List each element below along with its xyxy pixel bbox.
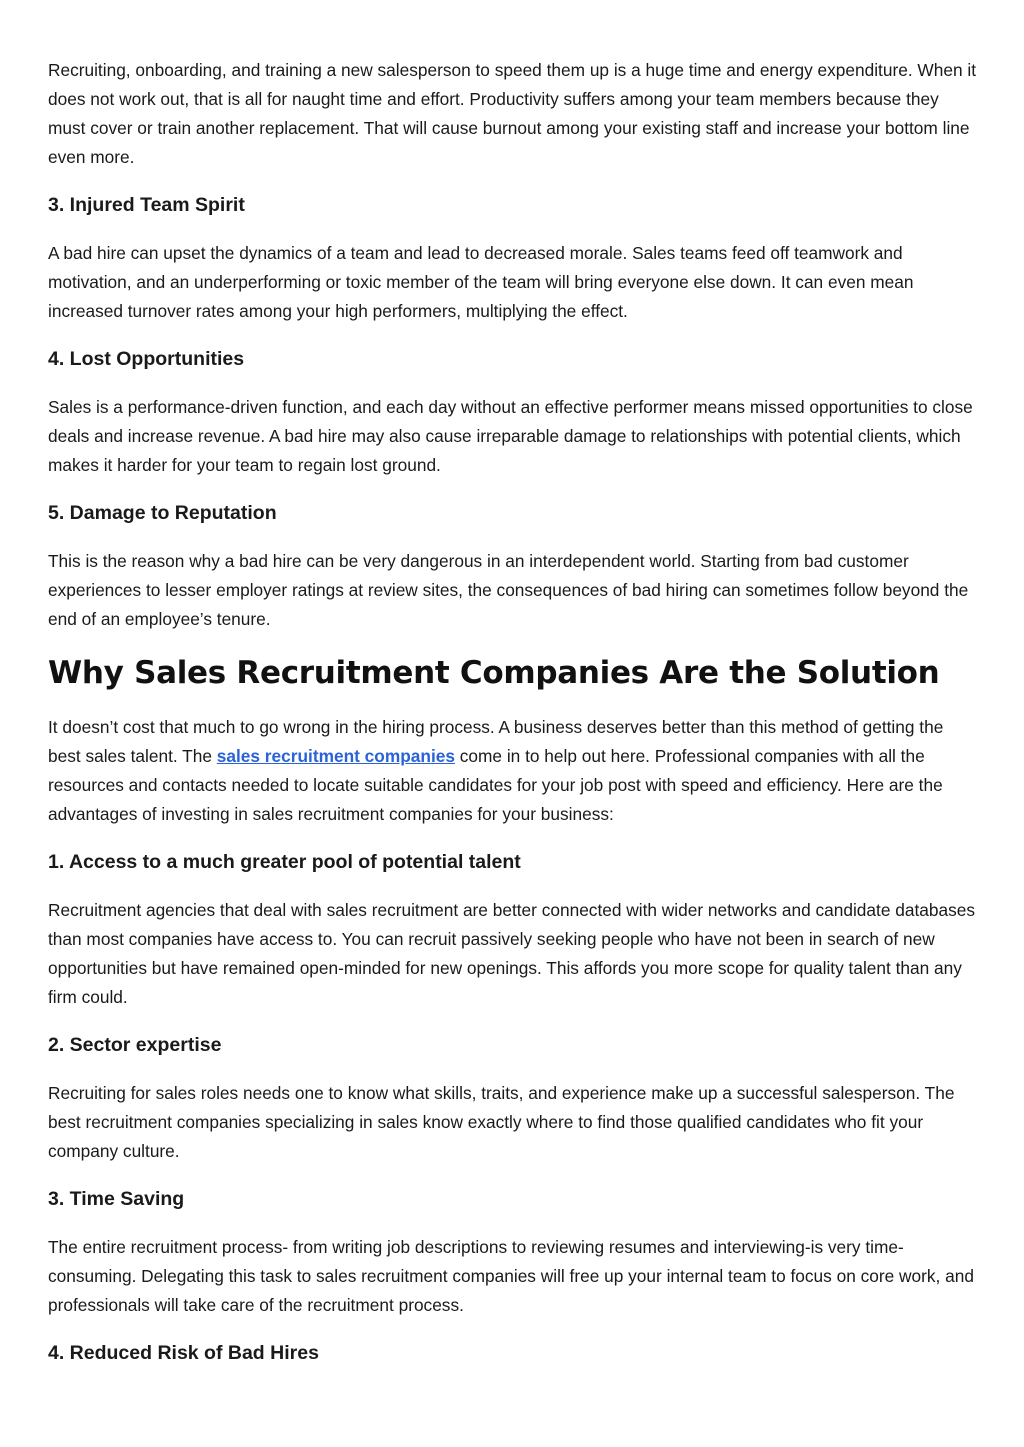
section-heading-reputation: 5. Damage to Reputation: [48, 502, 277, 524]
advantage-heading-sector-expertise: 2. Sector expertise: [48, 1034, 222, 1056]
section-body-lost-opportunities: Sales is a performance-driven function, and each day without an effective performer means missed opportunities to close deals and increase revenue. A bad hire may also cause irreparable damage to relationships with potential clients, which makes it harder for your team to regain lost ground.: [48, 397, 973, 475]
advantage-body-time-saving: The entire recruitment process- from writing job descriptions to reviewing resumes and interviewing-is very time-consuming. Delegating this task to sales recruitment companies will free up your internal team to focus on core work, and professionals will take care of the recruitment process.: [48, 1237, 974, 1315]
solution-title: Why Sales Recruitment Companies Are the Solution: [48, 655, 940, 691]
advantage-body-talent-pool: Recruitment agencies that deal with sales recruitment are better connected with wider networks and candidate databases than most companies have access to. You can recruit passively seeking people who have not been in search of new opportunities but have remained open-minded for new openings. This affords you more scope for quality talent than any firm could.: [48, 900, 975, 1007]
section-body-reputation: This is the reason why a bad hire can be very dangerous in an interdependent world. Starting from bad customer experiences to lesser employer ratings at review sites, the consequences of bad hiring can sometimes follow beyond the end of an employee’s tenure.: [48, 551, 969, 629]
advantage-heading-reduced-risk: 4. Reduced Risk of Bad Hires: [48, 1342, 319, 1364]
solution-intro-after-link: come in to help out here. Professional companies with all the resources and contacts needed to locate suitable candidates for your job post with speed and efficiency. Here are the advantages of investing in sales recruitment companies for your business:: [48, 746, 943, 824]
intro-paragraph: Recruiting, onboarding, and training a new salesperson to speed them up is a huge time and energy expenditure. When it does not work out, that is all for naught time and effort. Productivity suffers among your team members because they must cover or train another replacement. That will cause burnout among your existing staff and increase your bottom line even more.: [48, 60, 977, 167]
section-heading-lost-opportunities: 4. Lost Opportunities: [48, 348, 245, 370]
article-page: [48, 56, 978, 1387]
sales-recruitment-companies-link[interactable]: sales recruitment companies: [216, 746, 455, 766]
section-heading-team-spirit: 3. Injured Team Spirit: [48, 194, 245, 216]
advantage-heading-talent-pool: 1. Access to a much greater pool of potential talent: [48, 851, 521, 873]
solution-intro-paragraph: [48, 713, 978, 829]
advantage-body-sector-expertise: Recruiting for sales roles needs one to know what skills, traits, and experience make up a successful salesperson. The best recruitment companies specializing in sales know exactly where to find those qualified candidates who fit your company culture.: [48, 1083, 955, 1161]
section-body-team-spirit: A bad hire can upset the dynamics of a team and lead to decreased morale. Sales teams feed off teamwork and motivation, and an underperforming or toxic member of the team will bring everyone else down. It can even mean increased turnover rates among your high performers, multiplying the effect.: [48, 243, 914, 321]
advantage-heading-time-saving: 3. Time Saving: [48, 1188, 185, 1210]
solution-intro-before-link: It doesn’t cost that much to go wrong in the hiring process. A business deserves better than this method of getting the best sales talent. The: [48, 717, 944, 766]
